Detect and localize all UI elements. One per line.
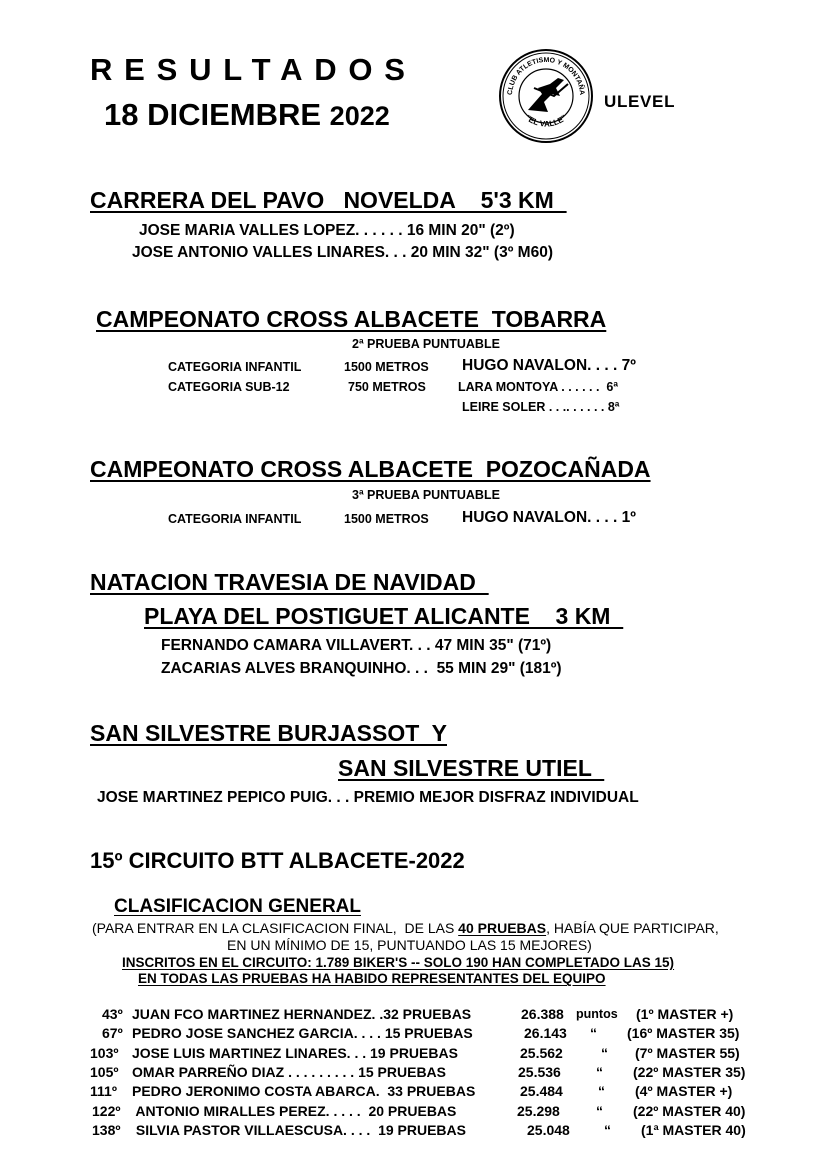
logo-text-bottom: "EL VALLE" [523,113,569,129]
result-line: ZACARIAS ALVES BRANQUINHO. . . 55 MIN 29" (181º) [161,660,562,677]
result-line: JOSE ANTONIO VALLES LINARES. . . 20 MIN 32" (3º M60) [132,244,553,261]
result-points: 25.536 [518,1064,561,1080]
result-points-unit: “ [590,1025,597,1041]
note-line: (PARA ENTRAR EN LA CLASIFICACION FINAL, DE LAS 40 PRUEBAS, HABÍA QUE PARTICIPAR, [92,920,719,936]
section-heading-tobarra: CAMPEONATO CROSS ALBACETE TOBARRA [96,306,607,332]
result-points: 25.048 [527,1122,570,1138]
note-line-bold: INSCRITOS EN EL CIRCUITO: 1.789 BIKER'S -- SOLO 190 HAN COMPLETADO LAS 15) [122,955,675,970]
result-points-unit: “ [604,1122,611,1138]
date-main: 18 DICIEMBRE [104,97,330,132]
result-name: JOSE LUIS MARTINEZ LINARES. . . 19 PRUEBAS [132,1045,458,1061]
note-line: EN UN MÍNIMO DE 15, PUNTUANDO LAS 15 MEJORES) [227,937,592,953]
category-label: CATEGORIA INFANTIL [168,360,302,374]
page-date [104,97,390,133]
clasificacion-heading: CLASIFICACION GENERAL [114,896,361,917]
result-category: (4º MASTER +) [635,1083,733,1099]
result-name: ANTONIO MIRALLES PEREZ. . . . . 20 PRUEBAS [132,1103,457,1119]
club-logo [498,48,594,144]
result-position: 138º [92,1122,121,1138]
result-line: LARA MONTOYA . . . . . . 6ª [458,380,618,394]
section-heading-postiguet: PLAYA DEL POSTIGUET ALICANTE 3 KM [144,603,624,629]
result-category: (16º MASTER 35) [627,1025,740,1041]
result-category: (1ª MASTER 40) [641,1122,746,1138]
result-points-unit: “ [596,1103,603,1119]
result-name: PEDRO JERONIMO COSTA ABARCA. 33 PRUEBAS [132,1083,476,1099]
distance-label: 1500 METROS [344,360,429,374]
result-line: FERNANDO CAMARA VILLAVERT. . . 47 MIN 35" (71º) [161,637,552,654]
distance-label: 1500 METROS [344,512,429,526]
result-line: JOSE MARIA VALLES LOPEZ. . . . . . 16 MIN 20" (2º) [139,222,515,239]
section-subheading: 2ª PRUEBA PUNTUABLE [352,337,500,351]
result-name: OMAR PARREÑO DIAZ . . . . . . . . . 15 PRUEBAS [132,1064,447,1080]
result-points-unit: “ [596,1064,603,1080]
note-line-bold: EN TODAS LAS PRUEBAS HA HABIDO REPRESENTANTES DEL EQUIPO [138,971,606,986]
section-heading-utiel: SAN SILVESTRE UTIEL [338,755,605,781]
result-points-unit: puntos [576,1007,618,1021]
section-heading-btt: 15º CIRCUITO BTT ALBACETE-2022 [90,848,465,873]
category-label: CATEGORIA SUB-12 [168,380,290,394]
result-position: 67º [102,1025,123,1041]
result-category: (22º MASTER 40) [633,1103,746,1119]
category-label: CATEGORIA INFANTIL [168,512,302,526]
result-position: 122º [92,1103,121,1119]
section-heading-burjassot: SAN SILVESTRE BURJASSOT Y [90,720,447,746]
logo-text-top: CLUB ATLETISMO Y MONTAÑA [506,56,586,96]
result-points: 25.298 [517,1103,560,1119]
result-points-unit: “ [598,1083,605,1099]
result-name: SILVIA PASTOR VILLAESCUSA. . . . 19 PRUEBAS [132,1122,466,1138]
section-heading-pozocanada: CAMPEONATO CROSS ALBACETE POZOCAÑADA [90,456,651,482]
result-points-unit: “ [601,1045,608,1061]
result-points: 26.388 [521,1006,564,1022]
section-heading-natacion: NATACION TRAVESIA DE NAVIDAD [90,569,489,595]
result-line: JOSE MARTINEZ PEPICO PUIG. . . PREMIO MEJOR DISFRAZ INDIVIDUAL [97,789,639,806]
result-name: PEDRO JOSE SANCHEZ GARCIA. . . . 15 PRUEBAS [132,1025,473,1041]
result-points: 26.143 [524,1025,567,1041]
sponsor-logo: ULEVEL [604,92,676,111]
result-points: 25.484 [520,1083,563,1099]
result-position: 43º [102,1006,123,1022]
result-points: 25.562 [520,1045,563,1061]
result-category: (1º MASTER +) [636,1006,734,1022]
page-title: RESULTADOS [90,52,417,87]
result-category: (22º MASTER 35) [633,1064,746,1080]
section-heading-pavo: CARRERA DEL PAVO NOVELDA 5'3 KM [90,187,567,213]
result-line: LEIRE SOLER . . .. . . . . . 8ª [462,400,620,414]
result-position: 103º [90,1045,119,1061]
result-line: HUGO NAVALON. . . . 7º [462,357,636,374]
date-year: 2022 [329,101,390,131]
result-name: JUAN FCO MARTINEZ HERNANDEZ. .32 PRUEBAS [132,1006,472,1022]
section-subheading: 3ª PRUEBA PUNTUABLE [352,488,500,502]
result-category: (7º MASTER 55) [635,1045,740,1061]
result-position: 111º [90,1083,117,1099]
result-position: 105º [90,1064,119,1080]
result-line: HUGO NAVALON. . . . 1º [462,509,636,526]
distance-label: 750 METROS [348,380,426,394]
